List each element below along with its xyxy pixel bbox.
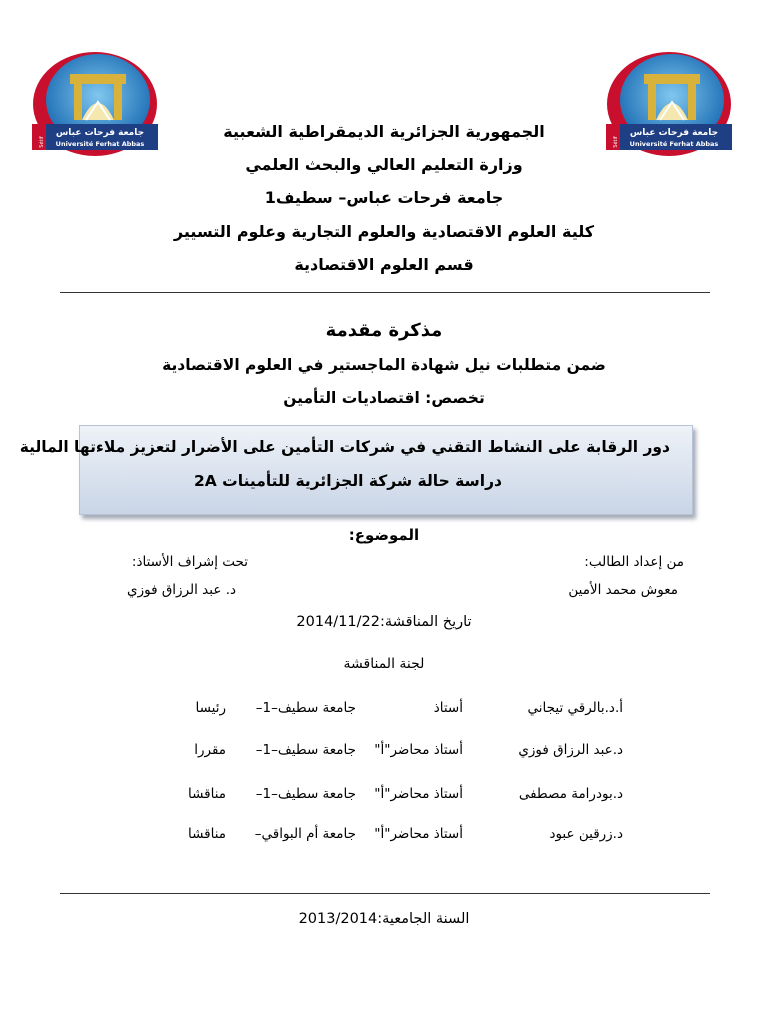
member-rank: أستاذ xyxy=(433,700,463,716)
header-republic: الجمهورية الجزائرية الديمقراطية الشعبية xyxy=(223,122,545,141)
thesis-title-line1: دور الرقابة على النشاط التقني في شركات التأمين على الأضرار لتعزيز ملاءتها المالية xyxy=(19,438,670,456)
supervisor-label: تحت إشراف الأستاذ: xyxy=(131,554,248,570)
member-role: مناقشا xyxy=(187,786,226,802)
member-rank: أستاذ محاضر"أ" xyxy=(374,786,463,802)
memo-specialty: تخصص: اقتصاديات التأمين xyxy=(283,389,485,407)
member-university: جامعة سطيف–1– xyxy=(255,742,356,758)
academic-year: السنة الجامعية:2013/2014 xyxy=(298,911,470,927)
member-university: جامعة أم البواقي– xyxy=(254,826,356,842)
member-name: د.عبد الرزاق فوزي xyxy=(518,742,623,758)
member-name: د.بودرامة مصطفى xyxy=(518,786,623,802)
thesis-title-line2: دراسة حالة شركة الجزائرية للتأمينات 2A xyxy=(194,472,502,490)
defense-date: تاريخ المناقشة:2014/11/22 xyxy=(296,614,472,630)
header-ministry: وزارة التعليم العالي والبحث العلمي xyxy=(245,155,523,174)
member-university: جامعة سطيف–1– xyxy=(255,700,356,716)
supervisor-name: د. عبد الرزاق فوزي xyxy=(127,582,236,598)
subject-label: الموضوع: xyxy=(348,526,420,544)
member-role: مناقشا xyxy=(187,826,226,842)
logo-left-city-text: Sétif xyxy=(39,136,45,148)
member-rank: أستاذ محاضر"أ" xyxy=(374,826,463,842)
logo-left-ar-text: جامعة فرحات عباس xyxy=(55,128,145,138)
thesis-title-box xyxy=(19,425,693,515)
student-label: من إعداد الطالب: xyxy=(584,554,684,570)
member-role: مقررا xyxy=(194,742,226,758)
member-role: رئيسا xyxy=(195,700,226,716)
top-divider xyxy=(60,292,710,293)
member-university: جامعة سطيف–1– xyxy=(255,786,356,802)
student-name: معوش محمد الأمين xyxy=(568,582,678,598)
logo-right-city-text: Sétif xyxy=(613,136,619,148)
memo-requirement: ضمن متطلبات نيل شهادة الماجستير في العلوم الاقتصادية xyxy=(162,356,606,374)
header-department: قسم العلوم الاقتصادية xyxy=(294,255,474,274)
member-rank: أستاذ محاضر"أ" xyxy=(374,742,463,758)
logo-left-fr-text: Université Ferhat Abbas xyxy=(55,140,145,148)
member-name: د.زرقين عبود xyxy=(549,826,623,842)
memo-heading: مذكرة مقدمة xyxy=(325,320,443,341)
committee-title: لجنة المناقشة xyxy=(343,656,425,672)
logo-right-fr-text: Université Ferhat Abbas xyxy=(629,140,719,148)
header-faculty: كلية العلوم الاقتصادية والعلوم التجارية وعلوم التسيير xyxy=(173,222,595,241)
header-university: جامعة فرحات عباس– سطيف1 xyxy=(264,188,504,207)
bottom-divider xyxy=(60,893,710,894)
logo-right-ar-text: جامعة فرحات عباس xyxy=(629,128,719,138)
member-name: أ.د.بالرقي تيجاني xyxy=(527,700,623,716)
